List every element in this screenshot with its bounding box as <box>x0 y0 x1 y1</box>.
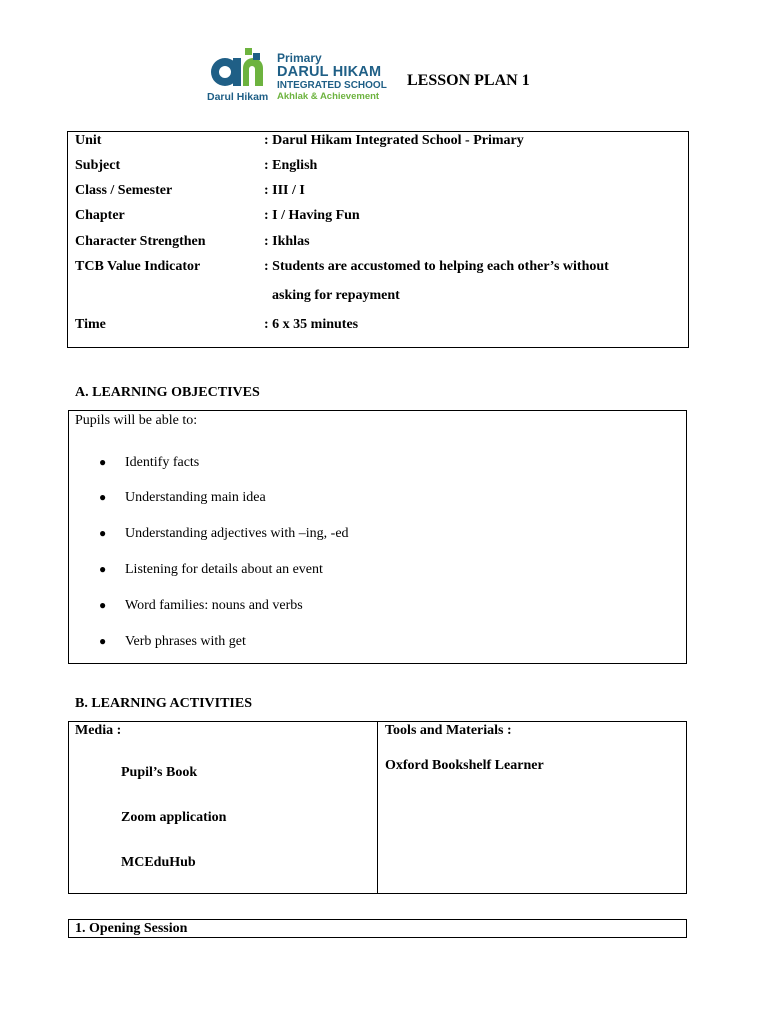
bullet-icon: ● <box>99 526 107 540</box>
info-label-character: Character Strengthen <box>75 234 206 249</box>
bullet-icon: ● <box>99 634 107 648</box>
opening-session-row <box>68 919 687 938</box>
list-item: ● Listening for details about an event <box>99 562 323 577</box>
info-label-tcb: TCB Value Indicator <box>75 259 201 274</box>
logo-integrated-text: INTEGRATED SCHOOL <box>277 79 387 91</box>
bullet-icon: ● <box>99 598 107 612</box>
objectives-box <box>68 410 687 664</box>
list-item: ● Understanding main idea <box>99 490 266 505</box>
list-item: ● Identify facts <box>99 455 200 470</box>
info-value-subject: : English <box>264 158 318 173</box>
list-item: Zoom application <box>121 810 227 825</box>
logo-subtitle: Darul Hikam <box>207 91 269 103</box>
column-divider <box>377 722 378 893</box>
logo-mark-icon <box>207 44 273 92</box>
info-value-character: : Ikhlas <box>264 234 310 249</box>
info-value-class: : III / I <box>264 183 305 198</box>
tools-label: Tools and Materials : <box>385 723 512 738</box>
info-label-subject: Subject <box>75 158 121 173</box>
list-item: MCEduHub <box>121 855 196 870</box>
school-logo <box>207 44 387 104</box>
info-value-chapter: : I / Having Fun <box>264 208 360 223</box>
logo-tagline: Akhlak & Achievement <box>277 90 380 102</box>
info-label-time: Time <box>75 317 106 332</box>
bullet-icon: ● <box>99 562 107 576</box>
info-value-tcb-cont: asking for repayment <box>272 288 400 303</box>
info-value-unit: : Darul Hikam Integrated School - Primary <box>264 133 524 148</box>
info-label-class: Class / Semester <box>75 183 173 198</box>
page-title: LESSON PLAN 1 <box>407 72 530 89</box>
list-item: ● Verb phrases with get <box>99 634 246 649</box>
media-label: Media : <box>75 723 122 738</box>
logo-primary-text: Primary <box>277 51 322 65</box>
info-label-chapter: Chapter <box>75 208 125 223</box>
list-item: Pupil’s Book <box>121 765 198 780</box>
info-value-tcb: : Students are accustomed to helping each other’s without <box>264 259 609 274</box>
info-label-unit: Unit <box>75 133 102 148</box>
activities-table <box>68 721 687 894</box>
bullet-icon: ● <box>99 490 107 504</box>
lesson-info-table <box>67 131 689 348</box>
objectives-heading: A. LEARNING OBJECTIVES <box>75 385 260 400</box>
logo-school-name: DARUL HIKAM <box>277 64 382 80</box>
list-item: ● Understanding adjectives with –ing, -ed <box>99 526 349 541</box>
bullet-icon: ● <box>99 455 107 469</box>
objectives-intro: Pupils will be able to: <box>75 413 198 428</box>
info-value-time: : 6 x 35 minutes <box>264 317 359 332</box>
activities-heading: B. LEARNING ACTIVITIES <box>75 696 252 711</box>
tools-value: Oxford Bookshelf Learner <box>385 758 544 773</box>
list-item: ● Word families: nouns and verbs <box>99 598 303 613</box>
opening-session-label: 1. Opening Session <box>75 921 188 936</box>
